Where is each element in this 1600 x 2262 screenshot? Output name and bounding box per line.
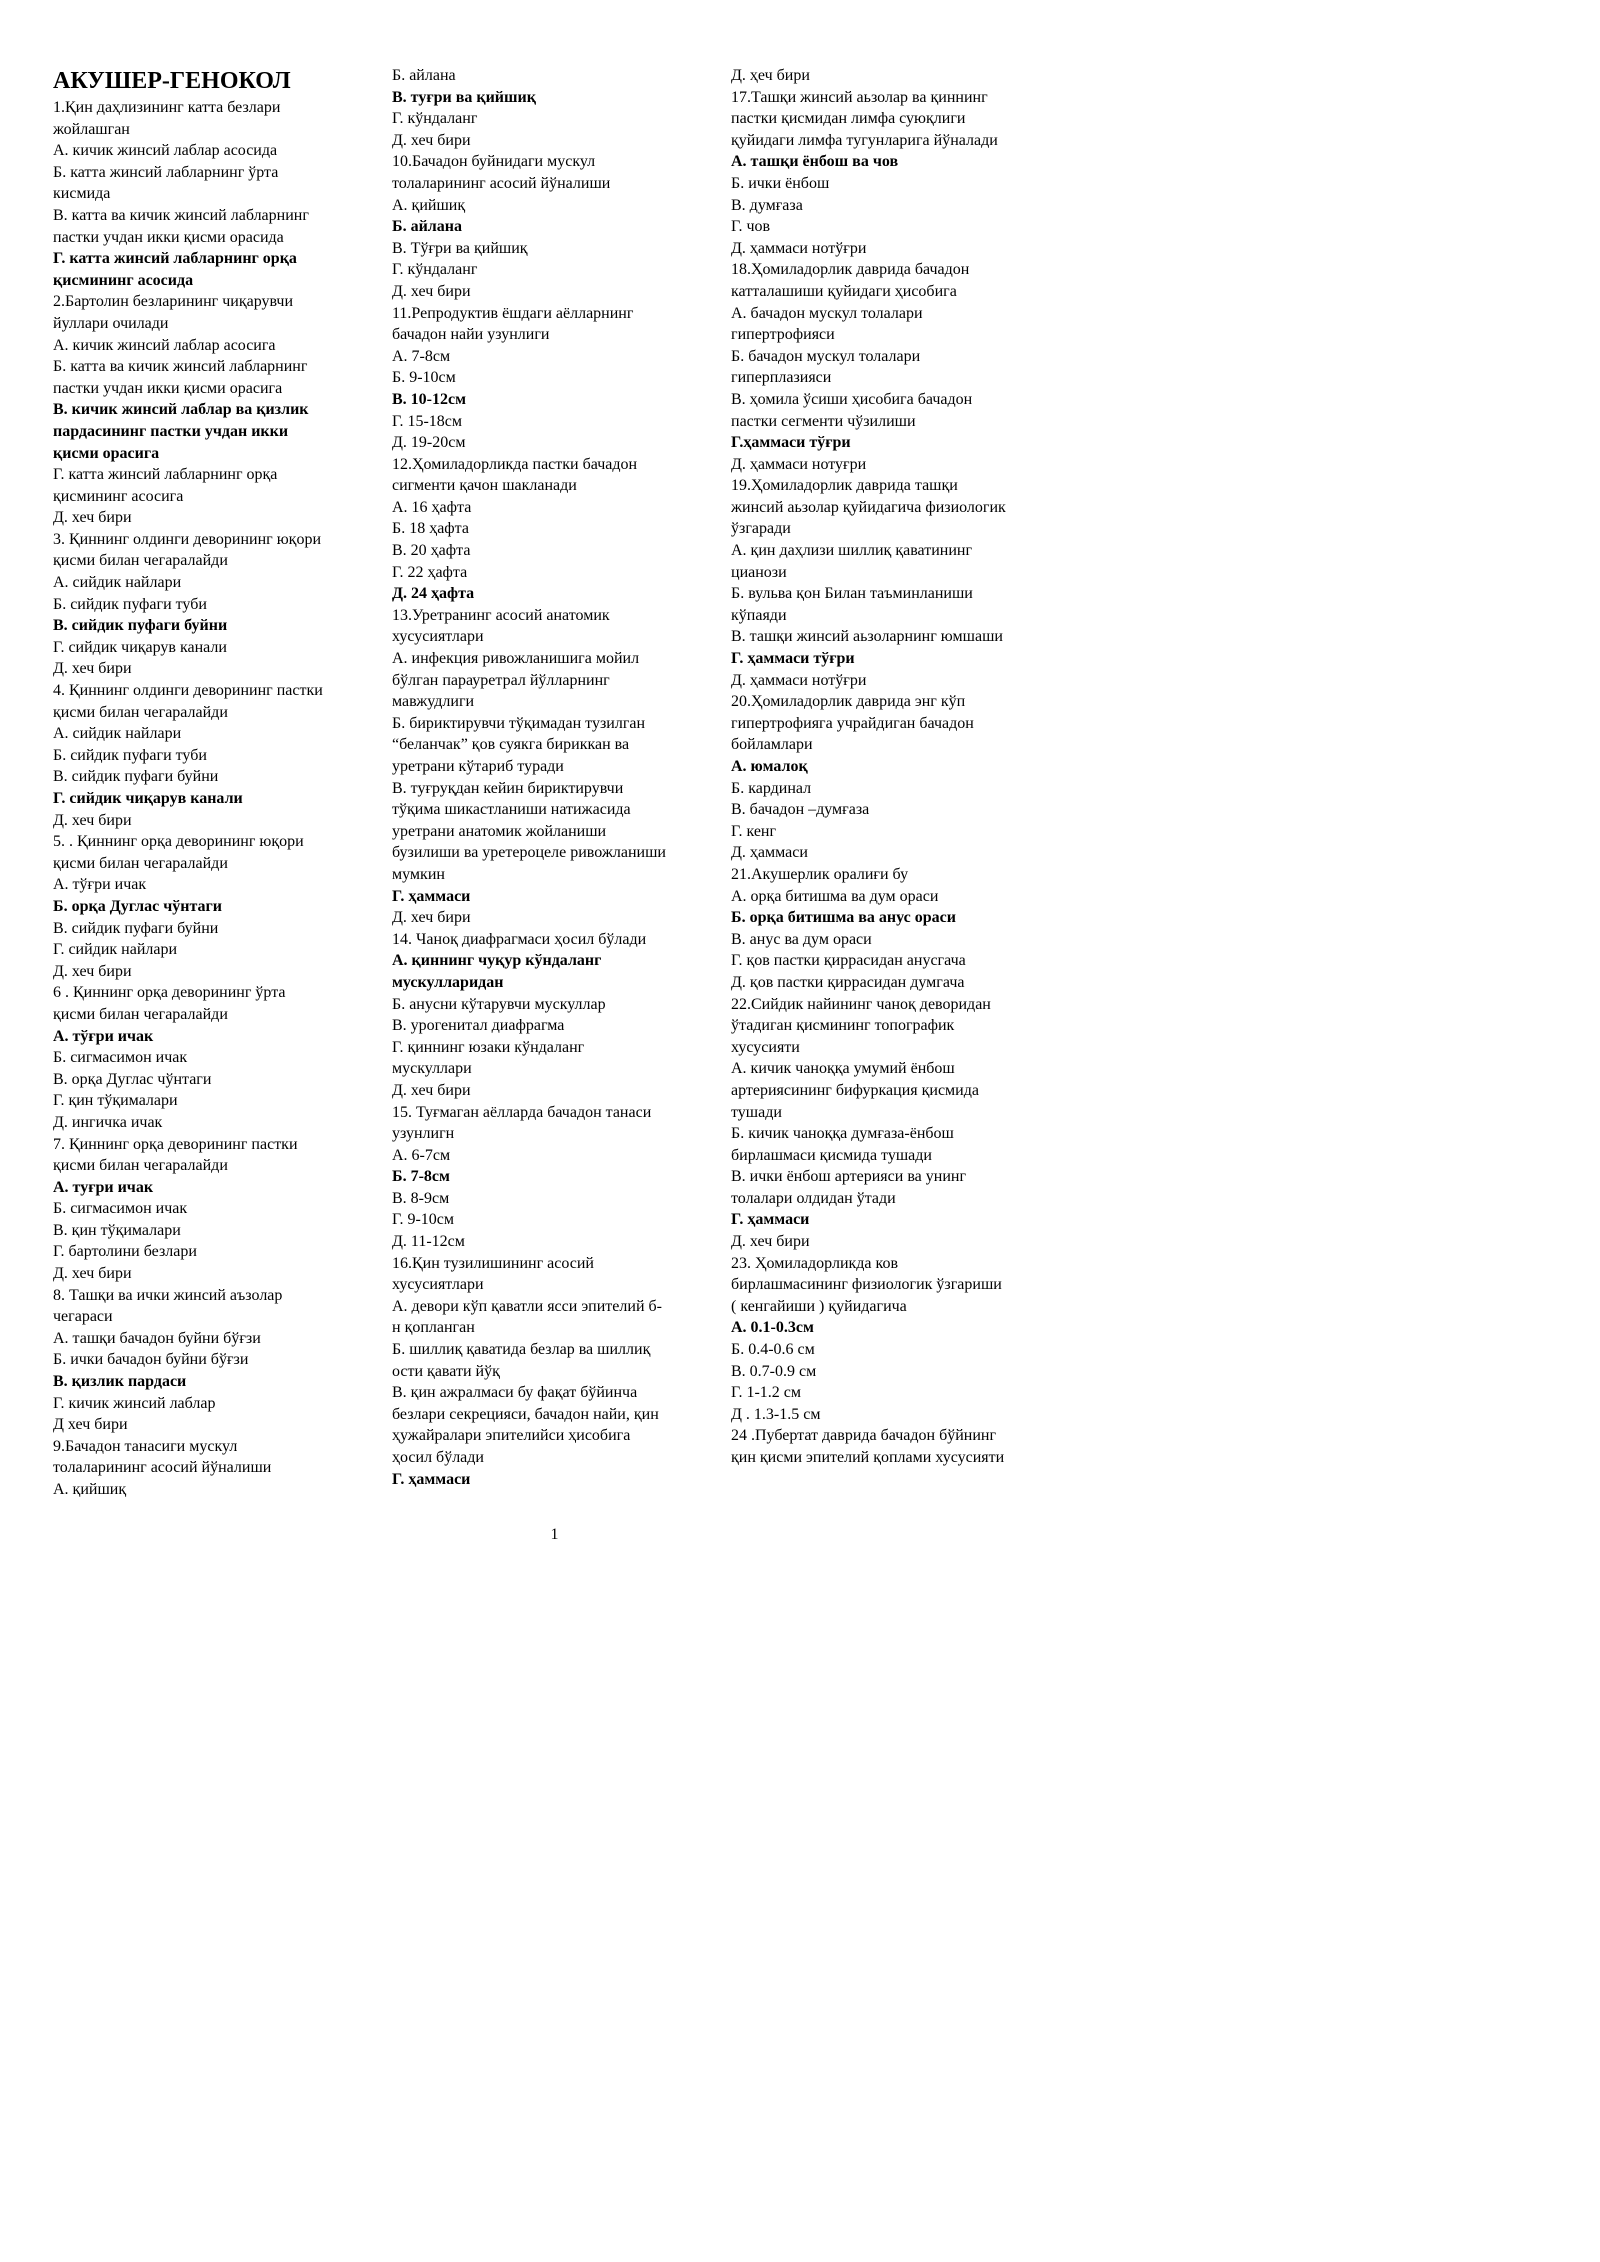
text-line: Д. хеч бири [53, 509, 132, 527]
text-line: А. кичик жинсий лаблар асосига [53, 336, 276, 354]
text-line: мавжудлиги [392, 693, 475, 711]
text-line: бойламлари [731, 736, 813, 754]
text-line: Д. хеч бири [53, 962, 132, 980]
text-line: 22.Сийдик найининг чаноқ деворидан [731, 995, 991, 1013]
text-line: 19.Ҳомиладорлик даврида ташқи [731, 477, 958, 495]
text-line: 20.Ҳомиладорлик даврида энг кўп [731, 693, 966, 711]
text-line: Б. кардинал [731, 779, 812, 797]
text-line: қисми билан чегаралайди [53, 703, 228, 721]
text-line: ўтадиган қисмининг топографик [731, 1017, 955, 1035]
text-line: Д. ингичка ичак [53, 1113, 163, 1131]
text-line: Г. 15-18см [392, 412, 462, 430]
text-line: А. кичик чаноққа умумий ёнбош [731, 1060, 955, 1078]
text-line: Б. вульва қон Билан таъминланиши [731, 585, 973, 603]
text-line: В. анус ва дум ораси [731, 930, 872, 948]
text-line: 13.Уретранинг асосий анатомик [392, 606, 610, 624]
answer-line-correct: А. туғри ичак [53, 1178, 154, 1196]
text-line: В. ҳомила ўсиши ҳисобига бачадон [731, 390, 973, 408]
text-line: ости қавати йўқ [392, 1362, 500, 1380]
answer-line-correct: Г. ҳаммаси [392, 887, 471, 905]
column-3 [731, 65, 1061, 1469]
text-line: Г. сийдик найлари [53, 941, 178, 959]
text-line: А. ташқи бачадон буйни бўғзи [53, 1329, 261, 1347]
text-line: Г. сийдик чиқарув канали [53, 638, 227, 656]
text-line: жойлашган [53, 120, 130, 138]
answer-line-correct: А. қиннинг чуқур кўндаланг [392, 952, 602, 970]
text-line: Б. бачадон мускул толалари [731, 347, 921, 365]
text-line: Б. сигмасимон ичак [53, 1200, 188, 1218]
text-line: В. ички ёнбош артерияси ва унинг [731, 1168, 967, 1186]
text-line: цианози [731, 563, 787, 581]
text-line: бўлган парауретрал йўлларнинг [392, 671, 610, 689]
text-line: В. туғруқдан кейин бириктирувчи [392, 779, 624, 797]
text-line: 8. Ташқи ва ички жинсий аъзолар [53, 1286, 283, 1304]
text-line: Б. 9-10см [392, 369, 456, 387]
text-line: В. урогенитал диафрагма [392, 1017, 565, 1035]
text-line: Б. бириктирувчи тўқимадан тузилган [392, 714, 646, 732]
document-page [0, 0, 1109, 1568]
text-line: Д. 11-12см [392, 1233, 465, 1251]
text-line: хусусиятлари [392, 628, 484, 646]
text-line: 5. . Қиннинг орқа деворининг юқори [53, 833, 304, 851]
text-line: Г. чов [731, 218, 771, 236]
text-line: Д. хеч бири [731, 1233, 810, 1251]
text-line: ҳужайралари эпителийси ҳисобига [392, 1427, 631, 1445]
text-line: Д. ҳаммаси нотўғри [731, 239, 867, 257]
answer-line-correct: В. туғри ва қийшиқ [392, 88, 536, 106]
text-line: бирлашмаси қисмида тушади [731, 1146, 932, 1164]
text-line: 21.Акушерлик оралиғи бу [731, 865, 909, 883]
answer-line-correct: Д. 24 ҳафта [392, 585, 475, 603]
answer-line-correct: А. тўғри ичак [53, 1027, 154, 1045]
page-number: 1 [550, 1526, 559, 1543]
text-line: кисмида [53, 185, 111, 203]
text-line: ҳосил бўлади [392, 1449, 484, 1466]
text-line: Г. 1-1.2 см [731, 1384, 801, 1402]
text-line: Б. кичик чаноққа думғаза-ёнбош [731, 1125, 954, 1143]
text-line: хусусиятлари [392, 1276, 484, 1294]
text-line: бузилиши ва уретероцеле ривожланиши [392, 844, 666, 862]
answer-line-correct: В. кичик жинсий лаблар ва қизлик [53, 401, 309, 419]
text-line: В. ташқи жинсий аьзоларнинг юмшаши [731, 628, 1003, 646]
text-line: Б. 18 ҳафта [392, 520, 469, 538]
text-line: Д. 19-20см [392, 434, 466, 452]
text-line: хусусияти [731, 1038, 800, 1056]
text-line: Г. кенг [731, 822, 777, 840]
text-line: Г. қиннинг юзаки кўндаланг [392, 1038, 585, 1056]
text-line: Г. қин тўқималари [53, 1092, 178, 1110]
text-line: пастки учдан икки қисми орасида [53, 228, 284, 246]
answer-line-correct: В. қизлик пардаси [53, 1373, 187, 1391]
text-line: В. катта ва кичик жинсий лабларнинг [53, 206, 309, 224]
text-line: В. Тўғри ва қийшиқ [392, 239, 528, 257]
answer-line-correct: Б. 7-8см [392, 1168, 450, 1186]
text-line: узунлигн [392, 1125, 455, 1143]
text-line: сигменти қачон шакланади [392, 477, 577, 495]
text-line: қуйидаги лимфа тугунларига йўналади [731, 131, 998, 149]
text-line: В. қин ажралмаси бу фақат бўйинча [392, 1384, 638, 1402]
text-line: Д. хеч бири [53, 811, 132, 829]
text-line: уретрани анатомик жойланиши [392, 822, 607, 840]
answer-line-correct: Б. орқа Дуглас чўнтаги [53, 897, 223, 915]
text-line: ўзгаради [731, 520, 791, 538]
text-line: мумкин [392, 865, 445, 883]
text-line: В. бачадон –думғаза [731, 801, 870, 819]
text-line: тушади [731, 1103, 782, 1121]
text-line: пастки сегменти чўзилиши [731, 412, 916, 430]
text-line: Д. хеч бири [392, 282, 471, 300]
text-line: 14. Чаноқ диафрагмаси ҳосил бўлади [392, 930, 647, 948]
text-line: А. қин даҳлизи шиллиқ қаватининг [731, 542, 973, 560]
answer-line-correct: Г. ҳаммаси [731, 1211, 810, 1229]
text-line: Б. сийдик пуфаги туби [53, 746, 207, 764]
text-line: А. орқа битишма ва дум ораси [731, 887, 939, 905]
text-line: бирлашмасининг физиологик ўзгариши [731, 1276, 1002, 1294]
text-line: жинсий аьзолар қуйидагича физиологик [731, 498, 1006, 516]
text-line: В. сийдик пуфаги буйни [53, 768, 219, 786]
text-line: қисми билан чегаралайди [53, 854, 228, 872]
text-line: толалари олдидан ўтади [731, 1189, 896, 1207]
text-line: Д. хеч бири [53, 1265, 132, 1283]
text-line: Б. анусни кўтарувчи мускуллар [392, 995, 606, 1013]
text-line: Г. кўндаланг [392, 261, 478, 279]
answer-line-correct: Г. ҳаммаси тўғри [731, 650, 855, 668]
text-line: Д. қов пастки қиррасидан думгача [731, 973, 965, 991]
answer-line-correct: Б. орқа битишма ва анус ораси [731, 909, 956, 927]
answer-line-correct: Г. катта жинсий лабларнинг орқа [53, 250, 297, 268]
text-line: чегараси [53, 1308, 113, 1326]
text-line: 12.Ҳомиладорликда пастки бачадон [392, 455, 638, 473]
answer-line-correct: Г.ҳаммаси тўғри [731, 434, 851, 452]
answer-line-correct: Б. айлана [392, 218, 462, 236]
text-line: 16.Қин тузилишининг асосий [392, 1254, 594, 1272]
text-line: А. 6-7см [392, 1146, 451, 1164]
text-line: қисми билан чегаралайди [53, 1005, 228, 1023]
text-line: Б. айлана [392, 67, 456, 84]
text-line: Д. ҳаммаси нотуғри [731, 455, 867, 473]
text-line: А. қийшиқ [53, 1481, 127, 1498]
answer-line-correct: қисмининг асосида [53, 271, 194, 289]
text-line: 18.Ҳомиладорлик даврида бачадон [731, 261, 970, 279]
answer-line-correct: Г. сийдик чиқарув канали [53, 790, 243, 807]
text-line: Б. сийдик пуфаги туби [53, 595, 207, 613]
text-line: толаларининг асосий йўналиши [53, 1459, 272, 1477]
text-line: тўқима шикастланиши натижасида [392, 801, 631, 819]
text-line: 2.Бартолин безларининг чиқарувчи [53, 293, 294, 311]
answer-line-correct: А. ташқи ёнбош ва чов [731, 153, 899, 171]
text-line: 11.Репродуктив ёшдаги аёлларнинг [392, 304, 634, 322]
text-line: Д. хеч бири [53, 660, 132, 678]
text-line: катталашиши қуйидаги ҳисобига [731, 282, 957, 300]
text-line: Г. кўндаланг [392, 110, 478, 128]
answer-line-correct: мускулларидан [392, 973, 504, 991]
text-line: Б. катта ва кичик жинсий лабларнинг [53, 358, 308, 376]
text-line: 15. Туғмаган аёлларда бачадон танаси [392, 1103, 652, 1121]
text-line: А. сийдик найлари [53, 725, 182, 743]
text-line: А. инфекция ривожланишига мойил [392, 650, 640, 668]
text-line: Д. ҳеч бири [731, 67, 810, 84]
text-line: Д. ҳаммаси нотўғри [731, 671, 867, 689]
page-title: АКУШЕР-ГЕНОКОЛ [53, 68, 291, 94]
text-line: 10.Бачадон буйнидаги мускул [392, 153, 596, 171]
text-line: 7. Қиннинг орқа деворининг пастки [53, 1135, 298, 1153]
answer-line-correct: В. сийдик пуфаги буйни [53, 617, 228, 635]
text-line: толаларининг асосий йўналиши [392, 174, 611, 192]
text-line: ( кенгайиши ) қуйидагича [731, 1297, 907, 1315]
text-line: пастки қисмидан лимфа суюқлиги [731, 110, 966, 128]
text-line: гипертрофияси [731, 326, 835, 344]
text-line: бачадон найи узунлиги [392, 326, 550, 344]
text-line: 1.Қин даҳлизининг катта безлари [53, 99, 281, 116]
text-line: 17.Ташқи жинсий аьзолар ва қиннинг [731, 88, 988, 106]
text-line: қисмининг асосига [53, 487, 184, 505]
text-line: А. кичик жинсий лаблар асосида [53, 142, 278, 160]
text-line: Б. сигмасимон ичак [53, 1049, 188, 1067]
text-line: 23. Ҳомиладорликда ков [731, 1254, 899, 1272]
answer-line-correct: қисми орасига [53, 444, 160, 462]
column-2 [392, 65, 722, 1490]
text-line: В. сийдик пуфаги буйни [53, 919, 219, 937]
text-line: Г. катта жинсий лабларнинг орқа [53, 466, 278, 484]
text-line: А. 7-8см [392, 347, 451, 365]
text-line: А. қийшиқ [392, 196, 466, 214]
text-line: Б. ички бачадон буйни бўғзи [53, 1351, 249, 1369]
text-line: гиперплазияси [731, 369, 832, 387]
text-line: Б. ички ёнбош [731, 174, 830, 192]
text-line: пастки учдан икки қисми орасига [53, 379, 283, 397]
text-line: А. тўғри ичак [53, 876, 147, 894]
answer-line-correct: Г. ҳаммаси [392, 1470, 471, 1488]
text-line: қин қисми эпителий қоплами хусусияти [731, 1449, 1005, 1466]
text-line: қисми билан чегаралайди [53, 1157, 228, 1175]
text-line: В. қин тўқималари [53, 1221, 181, 1239]
text-line: А. сийдик найлари [53, 574, 182, 592]
text-line: уретрани кўтариб туради [392, 758, 564, 775]
text-line: А. девори кўп қаватли ясси эпителий б- [392, 1297, 662, 1315]
text-line: Д . 1.3-1.5 см [731, 1405, 821, 1423]
text-line: В. думғаза [731, 196, 803, 214]
text-line: Д хеч бири [53, 1416, 128, 1434]
text-line: 4. Қиннинг олдинги деворининг пастки [53, 682, 323, 700]
text-line: В. 0.7-0.9 см [731, 1362, 817, 1380]
text-line: Г. 9-10см [392, 1211, 454, 1229]
text-line: “беланчак” қов суякга бириккан ва [392, 736, 630, 754]
text-line: 6 . Қиннинг орқа деворининг ўрта [53, 984, 286, 1002]
text-line: н қопланган [392, 1319, 475, 1337]
text-line: В. 20 ҳафта [392, 542, 471, 560]
column-1 [53, 65, 383, 1501]
text-line: Г. қов пастки қиррасидан анусгача [731, 952, 966, 970]
text-line: Г. 22 ҳафта [392, 563, 468, 581]
text-line: йуллари очилади [53, 314, 169, 332]
text-line: мускуллари [392, 1060, 472, 1078]
text-line: А. бачадон мускул толалари [731, 304, 923, 322]
text-line: кўпаяди [731, 606, 787, 624]
answer-line-correct: А. 0.1-0.3см [731, 1319, 814, 1337]
answer-line-correct: А. юмалоқ [731, 758, 808, 775]
text-line: қисми билан чегаралайди [53, 552, 228, 570]
text-line: В. 8-9см [392, 1189, 450, 1207]
text-line: Д. ҳаммаси [731, 844, 808, 862]
answer-line-correct: пардасининг пастки учдан икки [53, 422, 289, 440]
text-line: Г. кичик жинсий лаблар [53, 1394, 216, 1412]
text-line: Б. 0.4-0.6 см [731, 1341, 815, 1359]
text-line: гипертрофияга учрайдиган бачадон [731, 714, 974, 732]
text-line: Д. хеч бири [392, 131, 471, 149]
text-line: В. орқа Дуглас чўнтаги [53, 1070, 212, 1088]
text-line: Д. хеч бири [392, 1081, 471, 1099]
answer-line-correct: В. 10-12см [392, 390, 466, 408]
text-line: Д. хеч бири [392, 909, 471, 927]
text-line: 24 .Пубертат даврида бачадон бўйнинг [731, 1427, 997, 1445]
text-line: А. 16 ҳафта [392, 498, 472, 516]
text-line: Г. бартолини безлари [53, 1243, 197, 1261]
text-line: артериясининг бифуркация қисмида [731, 1081, 979, 1099]
text-line: Б. шиллиқ қаватида безлар ва шиллиқ [392, 1341, 651, 1359]
text-line: 3. Қиннинг олдинги деворининг юқори [53, 530, 321, 548]
text-line: 9.Бачадон танасиги мускул [53, 1437, 238, 1455]
text-line: безлари секрецияси, бачадон найи, қин [392, 1405, 659, 1423]
text-line: Б. катта жинсий лабларнинг ўрта [53, 163, 279, 181]
